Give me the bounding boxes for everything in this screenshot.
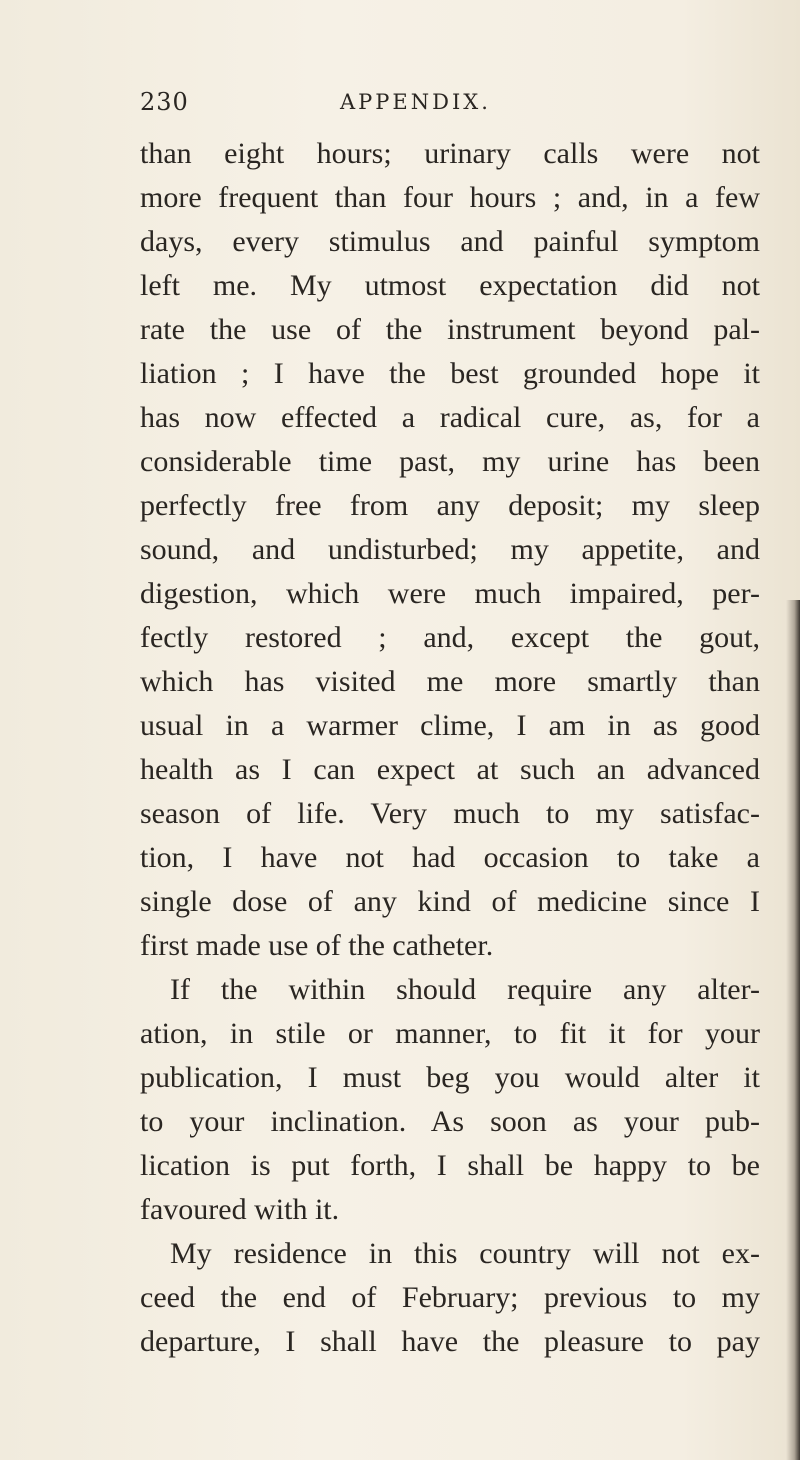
text-line: first made use of the catheter. [140,929,494,962]
text-line: ceed the end of February; previous to my [140,1281,760,1314]
text-line: liation ; I have the best grounded hope it [140,357,760,390]
text-line: days, every stimulus and painful symptom [140,225,760,258]
text-line: lication is put forth, I shall be happy to be [140,1149,760,1182]
text-line: fectly restored ; and, except the gout, [140,621,760,654]
text-line: ation, in stile or manner, to fit it for your [140,1017,760,1050]
text-line: health as I can expect at such an advanced [140,753,760,786]
page-edge-shadow [786,600,800,1460]
page-header [140,88,760,122]
text-line: publication, I must beg you would alter it [140,1061,760,1094]
running-head: APPENDIX. [340,90,491,114]
page-number: 230 [140,88,189,116]
text-line: rate the use of the instrument beyond pal- [140,313,760,346]
text-line: If the within should require any alter- [170,973,760,1006]
text-line: season of life. Very much to my satisfac- [140,797,760,830]
text-line: usual in a warmer clime, I am in as good [140,709,760,742]
text-line: favoured with it. [140,1193,340,1226]
text-line: left me. My utmost expectation did not [140,269,760,302]
text-line: which has visited me more smartly than [140,665,760,698]
text-line: has now effected a radical cure, as, for a [140,401,760,434]
text-line: digestion, which were much impaired, per- [140,577,760,610]
text-line: single dose of any kind of medicine since I [140,885,760,918]
text-line: tion, I have not had occasion to take a [140,841,760,874]
body-text [140,132,780,1364]
text-line: to your inclination. As soon as your pub- [140,1105,760,1138]
text-line: more frequent than four hours ; and, in a few [140,181,760,214]
text-line: departure, I shall have the pleasure to pay [140,1325,760,1358]
text-line: perfectly free from any deposit; my sleep [140,489,760,522]
text-line: than eight hours; urinary calls were not [140,137,760,170]
text-line: My residence in this country will not ex- [170,1237,760,1270]
text-line: considerable time past, my urine has been [140,445,760,478]
text-line: sound, and undisturbed; my appetite, and [140,533,760,566]
